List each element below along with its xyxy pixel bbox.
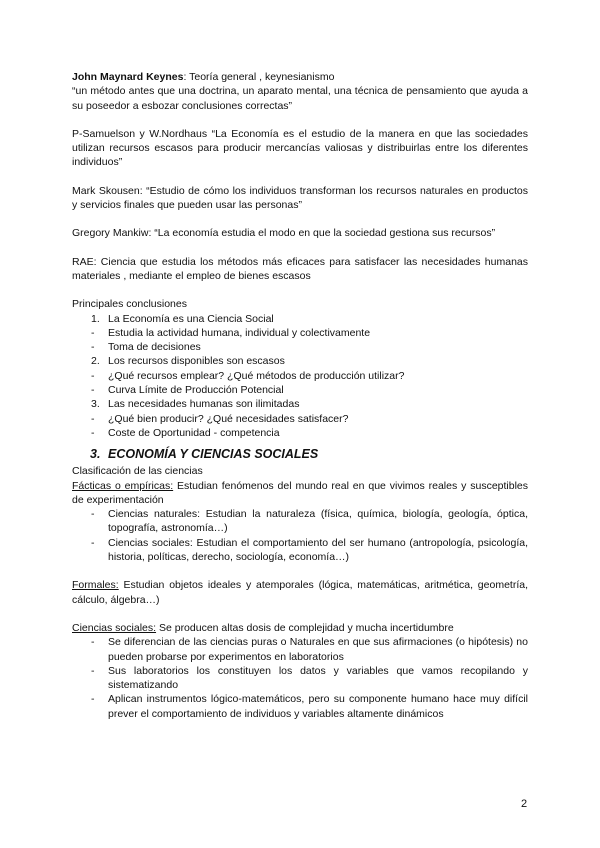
mankiw-definition: Gregory Mankiw: “La economía estudia el modo en que la sociedad gestiona sus recursos” (72, 227, 496, 240)
clasificacion-title: Clasificación de las ciencias (72, 465, 203, 478)
list-item (72, 369, 528, 383)
list-item (72, 397, 528, 411)
list-item-text: Estudia la actividad humana, individual y colectivamente (108, 326, 371, 339)
list-item-text: Coste de Oportunidad - competencia (108, 426, 280, 439)
list-marker: - (91, 693, 95, 706)
section-number: 3. (90, 447, 101, 462)
formales-text: Estudian objetos ideales y atemporales (lógica, matemáticas, aritmética, geometría, cálculo, álgebra…) (72, 579, 528, 606)
list-marker: - (91, 636, 95, 649)
list-item (72, 312, 528, 326)
list-marker: - (91, 508, 95, 521)
list-item-text: Se diferencian de las ciencias puras o Naturales en que sus afirmaciones (o hipótesis) no pueden probarse por experimentos en laboratorios (108, 636, 528, 663)
facticas-list (72, 507, 528, 564)
list-marker: 3. (91, 398, 100, 411)
keynes-work: : Teoría general , keynesianismo (183, 71, 335, 83)
facticas-text: Estudian fenómenos del mundo real en que vivimos reales y susceptibles de experimentación (72, 479, 529, 506)
keynes-definition (72, 70, 528, 84)
list-item-text: ¿Qué bien producir? ¿Qué necesidades satisfacer? (108, 412, 349, 425)
page-content (72, 70, 528, 721)
rae-definition: RAE: Ciencia que estudia los métodos más eficaces para satisfacer las necesidades humanas materiales , mediante el empleo de bienes escasos (72, 255, 528, 282)
facticas-paragraph (72, 479, 528, 508)
facticas-label: Fácticas o empíricas: (72, 479, 174, 492)
list-item-text: ¿Qué recursos emplear? ¿Qué métodos de producción utilizar? (108, 369, 405, 382)
formales-label: Formales: (72, 579, 119, 592)
list-item-text: Los recursos disponibles son escasos (108, 355, 285, 368)
list-marker: 2. (91, 355, 100, 368)
list-item (72, 354, 528, 368)
list-marker: - (91, 664, 95, 677)
list-marker: - (91, 369, 95, 382)
sociales-text: Se producen altas dosis de complejidad y mucha incertidumbre (156, 621, 454, 634)
list-marker: - (91, 326, 95, 339)
list-item-text: Aplican instrumentos lógico-matemáticos, pero su componente humano hace muy difícil prever el comportamiento de individuos y variables altamente dinámicos (108, 693, 528, 720)
samuelson-definition: P-Samuelson y W.Nordhaus “La Economía es el estudio de la manera en que las sociedades utilizan recursos escasos para producir mercancías valiosas y distribuirlas entre los diferentes individuos” (72, 127, 528, 169)
list-item (72, 635, 528, 664)
list-marker: 1. (91, 312, 100, 325)
list-item (72, 326, 528, 340)
page-number: 2 (521, 798, 528, 810)
list-item-text: Las necesidades humanas son ilimitadas (108, 398, 300, 411)
list-marker: - (91, 341, 95, 354)
list-item-text: Ciencias sociales: Estudian el comportamiento del ser humano (antropología, psicología, historia, políticas, derecho, sociología, economía…) (108, 536, 528, 564)
keynes-author: John Maynard Keynes (72, 71, 184, 83)
sociales-paragraph (72, 621, 528, 635)
conclusiones-list (72, 312, 528, 441)
list-item (72, 383, 528, 397)
formales-paragraph (72, 578, 528, 607)
list-marker: - (91, 426, 95, 439)
list-item (72, 664, 528, 693)
keynes-quote: “un método antes que una doctrina, un aparato mental, una técnica de pensamiento que ayuda a su poseedor a esbozar conclusiones correctas” (72, 85, 528, 112)
list-item-text: Toma de decisiones (108, 341, 201, 354)
list-item-text: La Economía es una Ciencia Social (108, 312, 274, 325)
list-marker: - (91, 412, 95, 425)
list-item (72, 536, 528, 565)
list-item-text: Curva Límite de Producción Potencial (108, 384, 284, 397)
skousen-definition: Mark Skousen: “Estudio de cómo los individuos transforman los recursos naturales en productos y servicios finales que pueden usar las personas” (72, 184, 528, 212)
section-title: ECONOMÍA Y CIENCIAS SOCIALES (108, 447, 319, 462)
list-item (72, 507, 528, 536)
conclusiones-title: Principales conclusiones (72, 298, 187, 311)
sociales-label: Ciencias sociales: (72, 621, 157, 634)
list-item (72, 692, 528, 721)
list-item-text: Sus laboratorios los constituyen los datos y variables que vamos recopilando y sistematizando (108, 664, 528, 692)
list-marker: - (91, 384, 95, 397)
list-marker: - (91, 536, 95, 549)
section-heading (90, 446, 528, 462)
sociales-list (72, 635, 528, 721)
list-item (72, 426, 528, 440)
list-item (72, 340, 528, 354)
list-item (72, 412, 528, 426)
list-item-text: Ciencias naturales: Estudian la naturaleza (física, química, biología, geología, óptica, topografía, astronomía…) (108, 508, 528, 535)
